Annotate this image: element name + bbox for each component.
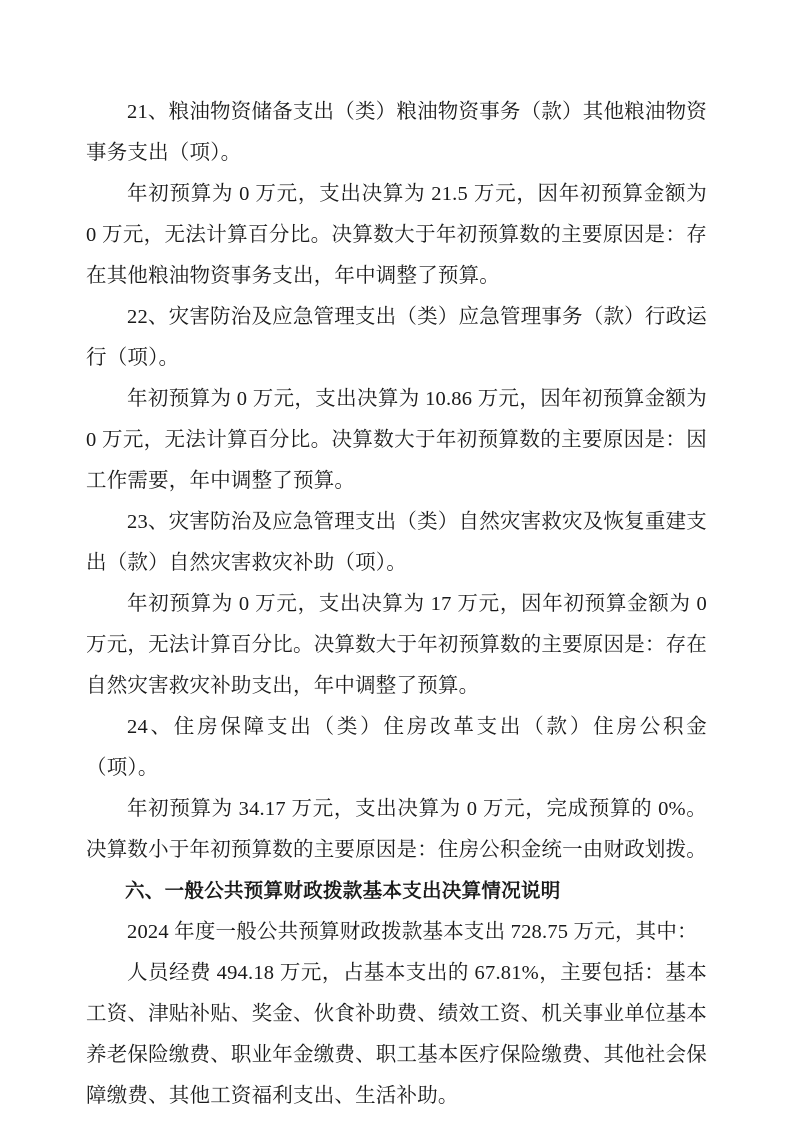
paragraph-item-22-detail: 年初预算为 0 万元，支出决算为 10.86 万元，因年初预算金额为 0 万元，无法计算百分比。决算数大于年初预算数的主要原因是：因工作需要，年中调整了预算。 — [86, 388, 707, 492]
paragraph-personnel-expenditure: 人员经费 494.18 万元，占基本支出的 67.81%，主要包括：基本工资、津贴补贴、奖金、伙食补助费、绩效工资、机关事业单位基本养老保险缴费、职业年金缴费、职工基本医疗保险缴费、其他社会保障缴费、其他工资福利支出、生活补助。 — [86, 962, 707, 1107]
document-body — [86, 92, 707, 1117]
paragraph-item-23-detail: 年初预算为 0 万元，支出决算为 17 万元，因年初预算金额为 0 万元，无法计算百分比。决算数大于年初预算数的主要原因是：存在自然灾害救灾补助支出，年中调整了预算。 — [86, 593, 707, 697]
paragraph-item-21-title: 21、粮油物资储备支出（类）粮油物资事务（款）其他粮油物资事务支出（项）。 — [86, 101, 707, 164]
section-heading-six: 六、一般公共预算财政拨款基本支出决算情况说明 — [125, 880, 561, 902]
paragraph-item-23-title: 23、灾害防治及应急管理支出（类）自然灾害救灾及恢复重建支出（款）自然灾害救灾补助（项）。 — [86, 511, 707, 574]
paragraph-basic-expenditure-total: 2024 年度一般公共预算财政拨款基本支出 728.75 万元，其中： — [127, 921, 698, 943]
paragraph-item-21-detail: 年初预算为 0 万元，支出决算为 21.5 万元，因年初预算金额为 0 万元，无法计算百分比。决算数大于年初预算数的主要原因是：存在其他粮油物资事务支出，年中调整了预算。 — [86, 183, 707, 287]
paragraph-item-24-detail: 年初预算为 34.17 万元，支出决算为 0 万元，完成预算的 0%。决算数小于年初预算数的主要原因是：住房公积金统一由财政划拨。 — [86, 798, 707, 861]
paragraph-item-22-title: 22、灾害防治及应急管理支出（类）应急管理事务（款）行政运行（项）。 — [86, 306, 707, 369]
paragraph-item-24-title: 24、住房保障支出（类）住房改革支出（款）住房公积金（项）。 — [86, 716, 707, 779]
